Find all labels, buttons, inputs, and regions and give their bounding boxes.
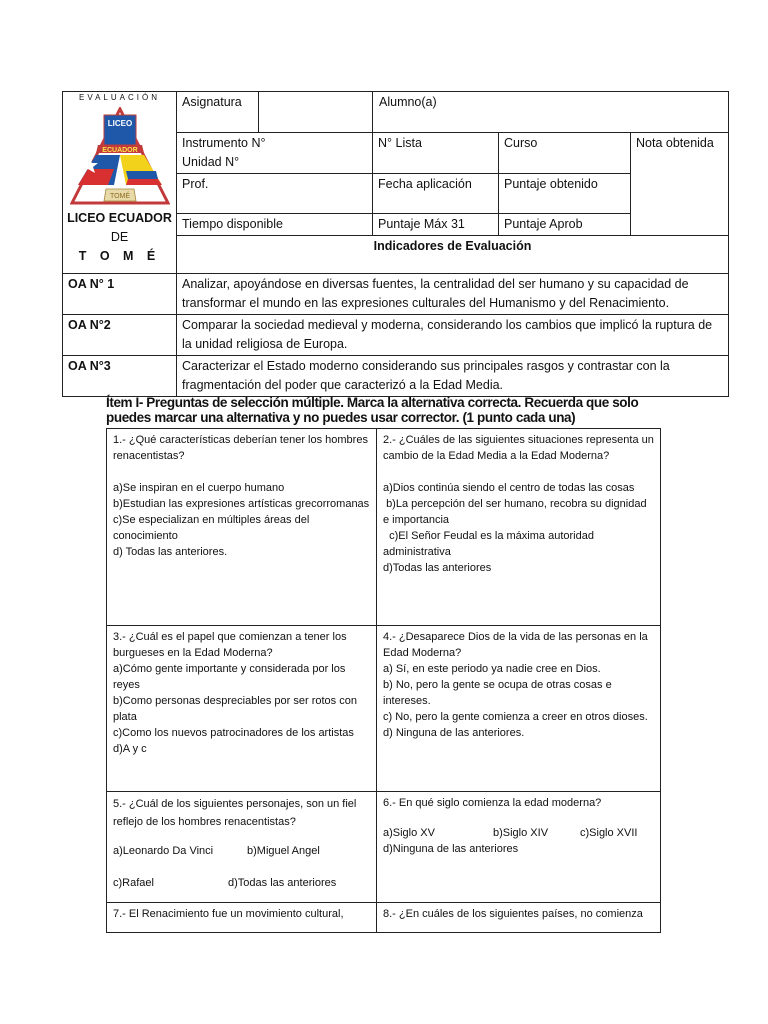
question-1-option-a[interactable]: a)Se inspiran en el cuerpo humano: [113, 482, 285, 494]
question-5-option-a[interactable]: a)Leonardo Da Vinci: [113, 845, 214, 857]
fecha-cell: [373, 174, 499, 214]
question-1-option-d[interactable]: d) Todas las anteriores.: [113, 546, 228, 558]
question-4-option-b[interactable]: b) No, pero la gente se ocupa de otras cosas e intereses.: [383, 679, 615, 707]
school-name: LICEO ECUADOR: [67, 211, 172, 225]
question-7: [107, 903, 377, 932]
curso-label: Curso: [504, 136, 538, 150]
question-4: [377, 626, 660, 792]
question-2-option-a[interactable]: a)Dios continúa siendo el centro de todas las cosas: [383, 482, 635, 494]
question-4-option-a[interactable]: a) Sí, en este periodo ya nadie cree en Dios.: [383, 663, 601, 675]
oa-3-label: OA N°3: [63, 356, 177, 397]
puntaje-obtenido-cell: [499, 174, 631, 214]
questions-grid: [106, 428, 661, 933]
question-2-option-b[interactable]: b)La percepción del ser humano, recobra su dignidad e importancia: [383, 498, 650, 526]
question-3-option-d[interactable]: d)A y c: [113, 743, 147, 755]
school-logo-cell: [63, 92, 177, 274]
oa-1-text: Analizar, apoyándose en diversas fuentes, la centralidad del ser humano y su capacidad de transformar el mundo en las expresiones culturales del Humanismo y del Renacimiento.: [177, 274, 729, 315]
fecha-label: Fecha aplicación: [378, 177, 472, 191]
curso-cell: [499, 133, 631, 174]
nota-label: Nota obtenida: [636, 136, 714, 150]
question-6-option-c[interactable]: c)Siglo XVII: [580, 827, 638, 839]
logo-band-text: ECUADOR: [101, 147, 138, 154]
question-5-option-c[interactable]: c)Rafael: [113, 877, 154, 889]
question-6-option-b[interactable]: b)Siglo XIV: [493, 827, 549, 839]
evaluacion-label: EVALUACIÓN: [79, 93, 160, 102]
question-2: [377, 429, 660, 626]
question-3: [107, 626, 377, 792]
puntaje-max-cell: [373, 214, 499, 236]
asignatura-value-cell[interactable]: [259, 92, 373, 133]
puntaje-aprob-label: Puntaje Aprob: [504, 217, 583, 231]
alumno-label: Alumno(a): [379, 95, 437, 109]
question-4-stem: 4.- ¿Desaparece Dios de la vida de las personas en la Edad Moderna?: [383, 631, 651, 659]
question-5: [107, 792, 377, 903]
question-1-stem: 1.- ¿Qué características deberían tener los hombres renacentistas?: [113, 434, 372, 462]
puntaje-aprob-cell: [499, 214, 631, 236]
question-3-option-c[interactable]: c)Como los nuevos patrocinadores de los artistas: [113, 727, 354, 739]
question-1: [107, 429, 377, 626]
question-6: [377, 792, 660, 903]
logo-bottom-text: TOMÉ: [109, 193, 130, 200]
question-2-stem: 2.- ¿Cuáles de las siguientes situaciones representa un cambio de la Edad Media a la Edad Moderna?: [383, 434, 657, 462]
question-3-stem: 3.- ¿Cuál es el papel que comienzan a tener los burgueses en la Edad Moderna?: [113, 631, 350, 659]
asignatura-label-cell: [177, 92, 259, 133]
question-1-option-c[interactable]: c)Se especializan en múltiples áreas del conocimiento: [113, 514, 313, 542]
indicadores-heading: Indicadores de Evaluación: [373, 239, 532, 253]
nota-cell: [631, 133, 729, 236]
question-5-option-b[interactable]: b)Miguel Angel: [247, 845, 320, 857]
question-8: [377, 903, 660, 932]
question-5-option-d[interactable]: d)Todas las anteriores: [228, 877, 337, 889]
prof-label: Prof.: [182, 177, 209, 191]
n-lista-label: N° Lista: [378, 136, 422, 150]
unidad-label: Unidad N°: [182, 155, 240, 169]
question-6-option-d[interactable]: d)Ninguna de las anteriores: [383, 843, 519, 855]
school-city: T O M É: [78, 249, 161, 263]
evaluation-header: [62, 91, 728, 395]
tiempo-label: Tiempo disponible: [182, 217, 283, 231]
question-1-option-b[interactable]: b)Estudian las expresiones artísticas grecorromanas: [113, 498, 370, 510]
instrumento-label: Instrumento N°: [182, 136, 266, 150]
question-2-option-d[interactable]: d)Todas las anteriores: [383, 562, 492, 574]
question-6-stem: 6.- En qué siglo comienza la edad moderna?: [383, 797, 602, 809]
school-logo-icon: [70, 107, 170, 205]
question-2-option-c[interactable]: c)El Señor Feudal es la máxima autoridad administrativa: [383, 530, 598, 558]
indicadores-heading-cell: [177, 236, 729, 274]
puntaje-max-label: Puntaje Máx 31: [378, 217, 465, 231]
logo-top-text: LICEO: [107, 119, 132, 128]
question-3-option-a[interactable]: a)Cómo gente importante y considerada por los reyes: [113, 663, 349, 691]
item-instructions: Ítem I- Preguntas de selección múltiple. Marca la alternativa correcta. Recuerda que solo puedes marcar una alternativa y no puedes usar corrector. (1 punto cada una): [106, 395, 639, 425]
question-8-stem: 8.- ¿En cuáles de los siguientes países, no comienza: [383, 908, 643, 920]
oa-2-text: Comparar la sociedad medieval y moderna, considerando los cambios que implicó la ruptura de la unidad religiosa de Europa.: [177, 315, 729, 356]
oa-1-label: OA N° 1: [63, 274, 177, 315]
school-de: DE: [110, 230, 129, 244]
question-7-stem: 7.- El Renacimiento fue un movimiento cultural,: [113, 908, 344, 920]
asignatura-label: Asignatura: [182, 95, 242, 109]
question-4-option-c[interactable]: c) No, pero la gente comienza a creer en otros dioses.: [383, 711, 648, 723]
oa-3-text: Caracterizar el Estado moderno considerando sus principales rasgos y contrastar con la fragmentación del poder que caracterizó a la Edad Media.: [177, 356, 729, 397]
n-lista-cell: [373, 133, 499, 174]
tiempo-cell: [177, 214, 373, 236]
prof-cell: [177, 174, 373, 214]
alumno-cell[interactable]: [373, 92, 729, 133]
question-4-option-d[interactable]: d) Ninguna de las anteriores.: [383, 727, 525, 739]
instrumento-cell: [177, 133, 373, 174]
puntaje-obtenido-label: Puntaje obtenido: [504, 177, 598, 191]
oa-2-label: OA N°2: [63, 315, 177, 356]
question-5-stem: 5.- ¿Cuál de los siguientes personajes, son un fiel reflejo de los hombres renacentistas?: [113, 798, 360, 828]
question-6-option-a[interactable]: a)Siglo XV: [383, 827, 435, 839]
question-3-option-b[interactable]: b)Como personas despreciables por ser rotos con plata: [113, 695, 361, 723]
